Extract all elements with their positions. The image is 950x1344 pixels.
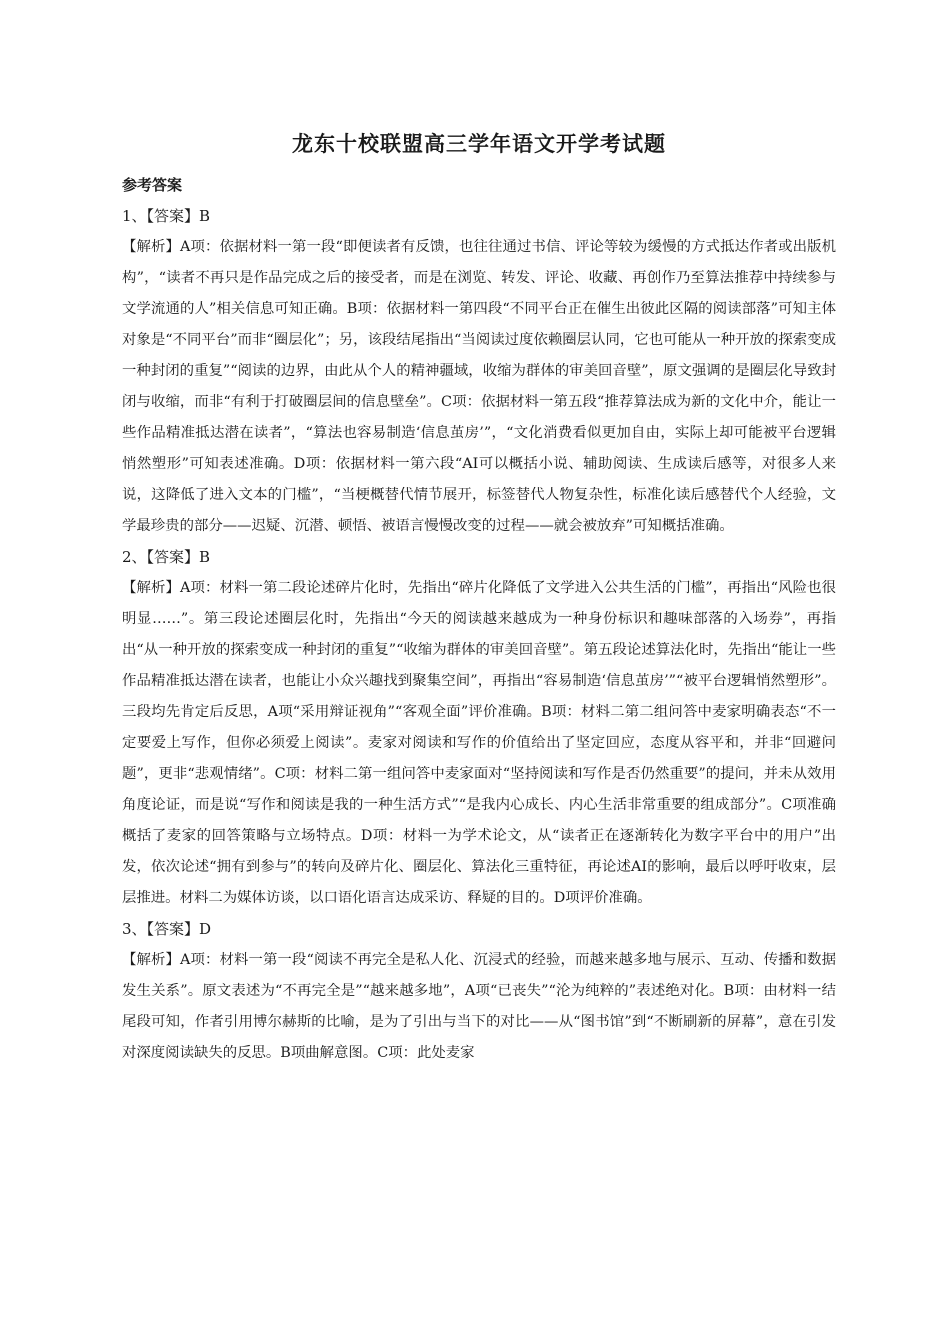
reference-answer-heading: 参考答案 — [122, 176, 183, 194]
document-page — [122, 128, 836, 1069]
answer-line: 2、【答案】B — [122, 548, 211, 566]
question-2 — [122, 542, 836, 914]
question-3 — [122, 914, 836, 1069]
analysis-paragraph: 【解析】A项：材料一第一段“阅读不再完全是私人化、沉浸式的经验，而越来越多地与展示、互动、传播和数据发生关系”。原文表述为“不再完全是”“越来越多地”，A项“已丧失”“沦为纯粹的”表述绝对化。B项：由材料一结尾段可知，作者引用博尔赫斯的比喻，是为了引出与当下的对比——从“图书馆”到“不断刷新的屏幕”，意在引发对深度阅读缺失的反思。B项曲解意图。C项：此处麦家 — [122, 952, 836, 1061]
document-title: 龙东十校联盟高三学年语文开学考试题 — [292, 131, 666, 156]
answer-line: 1、【答案】B — [122, 207, 211, 225]
analysis-paragraph: 【解析】A项：依据材料一第一段“即便读者有反馈，也往往通过书信、评论等较为缓慢的方式抵达作者或出版机构”，“读者不再只是作品完成之后的接受者，而是在浏览、转发、评论、收藏、再创作乃至算法推荐中持续参与文学流通的人”相关信息可知正确。B项：依据材料一第四段“不同平台正在催生出彼此区隔的阅读部落”可知主体对象是“不同平台”而非“圈层化”；另，该段结尾指出“当阅读过度依赖圈层认同，它也可能从一种开放的探索变成一种封闭的重复”“阅读的边界，由此从个人的精神疆域，收缩为群体的审美回音壁”，原文强调的是圈层化导致封闭与收缩，而非“有利于打破圈层间的信息壁垒”。C项：依据材料一第五段“推荐算法成为新的文化中介，能让一些作品精准抵达潜在读者”，“算法也容易制造‘信息茧房’”，“文化消费看似更加自由，实际上却可能被平台逻辑悄然塑形”可知表述准确。D项：依据材料一第六段“AI可以概括小说、辅助阅读、生成读后感等，对很多人来说，这降低了进入文本的门槛”，“当梗概替代情节展开，标签替代人物复杂性，标准化读后感替代个人经验，文学最珍贵的部分——迟疑、沉潜、顿悟、被语言慢慢改变的过程——就会被放弃”可知概括准确。 — [122, 239, 836, 534]
analysis-paragraph: 【解析】A项：材料一第二段论述碎片化时，先指出“碎片化降低了文学进入公共生活的门槛”，再指出“风险也很明显……”。第三段论述圈层化时，先指出“今天的阅读越来越成为一种身份标识和趣味部落的入场券”，再指出“从一种开放的探索变成一种封闭的重复”“收缩为群体的审美回音壁”。第五段论述算法化时，先指出“能让一些作品精准抵达潜在读者，也能让小众兴趣找到聚集空间”，再指出“容易制造‘信息茧房’”“被平台逻辑悄然塑形”。三段均先肯定后反思，A项“采用辩证视角”“客观全面”评价准确。B项：材料二第二组问答中麦家明确表态“不一定要爱上写作，但你必须爱上阅读”。麦家对阅读和写作的价值给出了坚定回应，态度从容平和，并非“回避问题”，更非“悲观情绪”。C项：材料二第一组问答中麦家面对“坚持阅读和写作是否仍然重要”的提问，并未从效用角度论证，而是说“写作和阅读是我的一种生活方式”“是我内心成长、内心生活非常重要的组成部分”。C项准确概括了麦家的回答策略与立场特点。D项：材料一为学术论文，从“读者正在逐渐转化为数字平台中的用户”出发，依次论述“拥有到参与”的转向及碎片化、圈层化、算法化三重特征，再论述AI的影响，最后以呼吁收束，层层推进。材料二为媒体访谈，以口语化语言达成采访、释疑的目的。D项评价准确。 — [122, 580, 836, 906]
answer-line: 3、【答案】D — [122, 920, 212, 938]
question-1 — [122, 201, 836, 542]
